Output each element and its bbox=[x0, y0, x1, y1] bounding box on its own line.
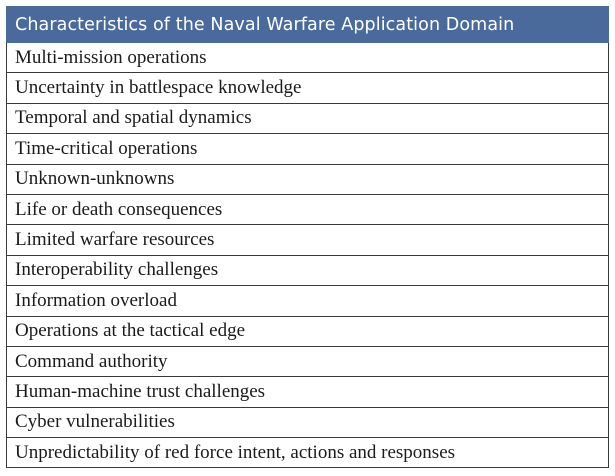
table-row bbox=[7, 73, 609, 103]
table-cell: Information overload bbox=[7, 286, 609, 316]
table-head bbox=[7, 7, 609, 43]
table-cell: Human-machine trust challenges bbox=[7, 377, 609, 407]
table-header-row bbox=[7, 7, 609, 43]
table-row bbox=[7, 438, 609, 468]
table-cell: Command authority bbox=[7, 346, 609, 376]
table-cell: Unknown-unknowns bbox=[7, 164, 609, 194]
table-row bbox=[7, 103, 609, 133]
table-row bbox=[7, 316, 609, 346]
table-header-cell: Characteristics of the Naval Warfare Application Domain bbox=[7, 7, 609, 43]
table-cell: Time-critical operations bbox=[7, 134, 609, 164]
table-row bbox=[7, 255, 609, 285]
table-row bbox=[7, 134, 609, 164]
table-cell: Multi-mission operations bbox=[7, 43, 609, 73]
table-cell: Cyber vulnerabilities bbox=[7, 407, 609, 437]
characteristics-table bbox=[6, 6, 609, 468]
table-cell: Interoperability challenges bbox=[7, 255, 609, 285]
table-row bbox=[7, 346, 609, 376]
table-cell: Life or death consequences bbox=[7, 194, 609, 224]
table-cell: Uncertainty in battlespace knowledge bbox=[7, 73, 609, 103]
table-cell: Limited warfare resources bbox=[7, 225, 609, 255]
table-row bbox=[7, 194, 609, 224]
table-row bbox=[7, 286, 609, 316]
table-cell: Temporal and spatial dynamics bbox=[7, 103, 609, 133]
table-row bbox=[7, 43, 609, 73]
table-row bbox=[7, 377, 609, 407]
table-row bbox=[7, 407, 609, 437]
table-cell: Operations at the tactical edge bbox=[7, 316, 609, 346]
table-body bbox=[7, 43, 609, 468]
table-row bbox=[7, 225, 609, 255]
table-row bbox=[7, 164, 609, 194]
table-cell: Unpredictability of red force intent, actions and responses bbox=[7, 438, 609, 468]
